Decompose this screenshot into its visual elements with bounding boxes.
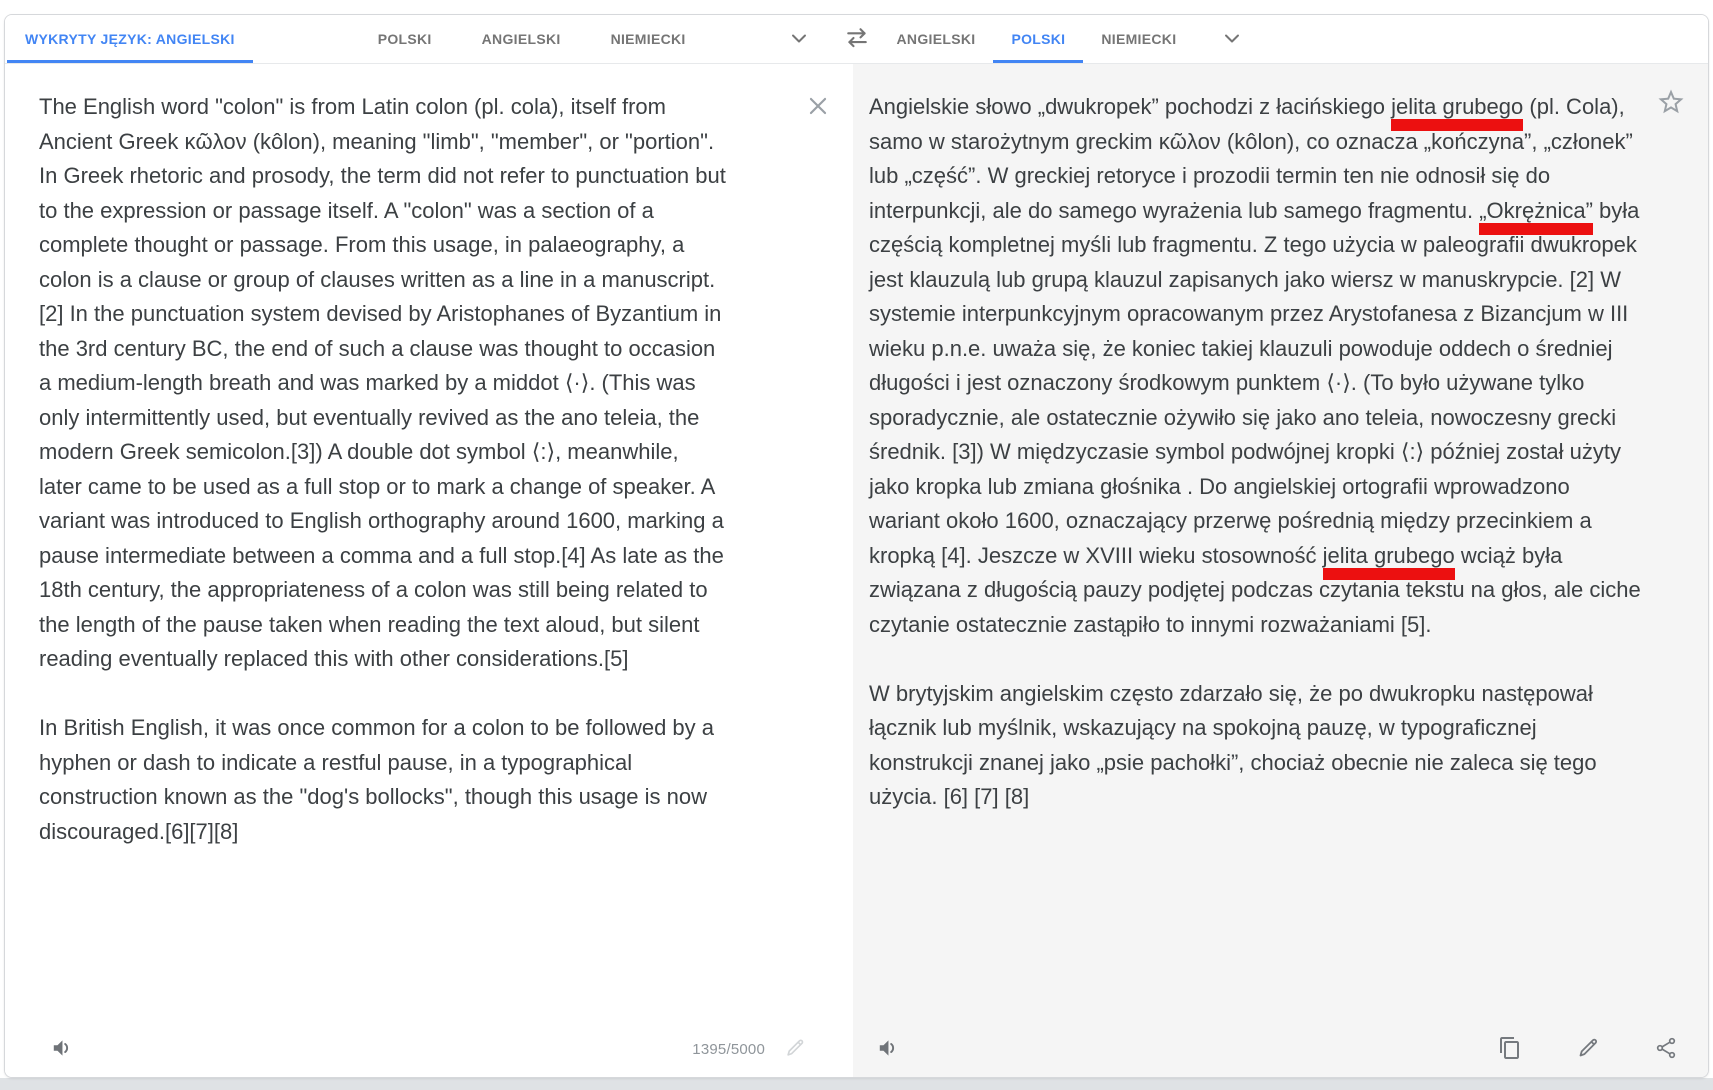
tab-source-niemiecki[interactable]: NIEMIECKI (610, 31, 686, 47)
swap-languages-icon (843, 24, 871, 55)
translate-card (4, 14, 1709, 1078)
chevron-down-icon (1220, 26, 1244, 53)
source-language-tabs (5, 15, 819, 63)
chevron-down-icon (787, 26, 811, 53)
clear-source-button[interactable] (805, 94, 831, 120)
edit-pencil-icon (1576, 1036, 1600, 1063)
translated-text (869, 90, 1642, 815)
listen-translation-button[interactable] (869, 1035, 909, 1064)
target-actions (1490, 1036, 1686, 1063)
translated-text-segment: wciąż była związana z długością pauzy podjętej podczas czytania tekstu na głos, ale ciche czytanie ostatecznie zastąpiło to innymi rozważaniami [5]. (869, 542, 1641, 637)
translated-text-segment: W brytyjskim angielskim często zdarzało się, że po dwukropku następował łącznik lub myślnik, wskazujący na spokojną pauzę, w typograficznej konstrukcji znanej jako „psie pachołki”, chociaż obecnie nie zaleca się tego użycia. [6] [7] [8] (869, 680, 1597, 809)
translated-text-segment: była częścią kompletnej myśli lub fragmentu. Z tego użycia w paleografii dwukropek jest klauzulą lub grupą klauzul zapisanych jako wiersz w manuskrypcie. [2] W systemie interpunkcyjnym opracowanym przez Arystofanesa z Bizancjum w III wieku p.n.e. uważa się, że koniec takiej klauzuli powoduje oddech o średniej długości i jest oznaczony środkowym punktem ⟨·⟩. (To było używane tylko sporadycznie, ale ostatecznie ożywiło się jako ano teleia, nowoczesny grecki średnik. [3]) W międzyczasie symbol podwójnej kropki ⟨:⟩ później został użyty jako kropka lub zmiana głośnika . Do angielskiej ortografii wprowadzono wariant około 1600, oznaczający przerwę pośrednią między przecinkiem a kropką [4]. Jeszcze w XVIII wieku stosowność (869, 197, 1640, 568)
swap-languages-button[interactable] (837, 15, 877, 63)
edit-pencil-icon (784, 1037, 806, 1062)
language-tabbar (5, 15, 1708, 64)
translated-paragraph (869, 90, 1642, 642)
source-paragraph: The English word "colon" is from Latin colon (pl. cola), itself from Ancient Greek κῶλον (kôlon), meaning "limb", "member", or "portion". In Greek rhetoric and prosody, the term did not refer to punctuation but to the expression or passage itself. A "colon" was a section of a complete thought or passage. From this usage, in palaeography, a colon is a clause or group of clauses written as a line in a manuscript.[2] In the punctuation system devised by Aristophanes of Byzantium in the 3rd century BC, the end of such a clause was thought to occasion a medium-length breath and was marked by a middot ⟨·⟩. (This was only intermittently used, but eventually revived as the ano teleia, the modern Greek semicolon.[3]) A double dot symbol ⟨:⟩, meanwhile, later came to be used as a full stop or to mark a change of speaker. A variant was introduced to English orthography around 1600, marking a pause intermediate between a comma and a full stop.[4] As late as the 18th century, the appropriateness of a colon was still being related to the length of the pause taken when reading the text aloud, but silent reading eventually replaced this with other considerations.[5] (39, 94, 726, 671)
tab-target-niemiecki[interactable]: NIEMIECKI (1101, 31, 1177, 47)
save-translation-button[interactable] (1656, 88, 1686, 118)
red-marker-annotation: jelita grubego (1391, 94, 1523, 131)
tab-target-angielski[interactable]: ANGIELSKI (896, 31, 976, 47)
target-footer (853, 1019, 1708, 1078)
source-text[interactable] (39, 90, 727, 849)
suggest-edit-button[interactable] (775, 1037, 815, 1062)
listen-source-button[interactable] (43, 1035, 83, 1064)
translated-text-segment: (pl. Cola), samo w starożytnym greckim κῶλον (kôlon), co oznacza „kończyna”, „członek” lub „część”. W greckiej retoryce i prozodii termin ten nie odnosił się do interpunkcji, ale do samego wyrażenia lub samego fragmentu. (869, 94, 1633, 223)
copy-icon (1498, 1036, 1522, 1063)
translated-paragraph (869, 677, 1642, 815)
edit-translation-button[interactable] (1568, 1036, 1608, 1063)
share-icon (1654, 1036, 1678, 1063)
star-icon (1656, 87, 1686, 120)
target-language-tabs (879, 15, 1253, 63)
source-language-dropdown-button[interactable] (779, 15, 819, 63)
tab-source-angielski[interactable]: ANGIELSKI (481, 31, 561, 47)
translated-text-segment: Angielskie słowo „dwukropek” pochodzi z łacińskiego (869, 94, 1392, 119)
target-language-dropdown-button[interactable] (1212, 15, 1252, 63)
target-panel (853, 64, 1708, 1078)
source-paragraph: In British English, it was once common for a colon to be followed by a hyphen or dash to indicate a restful pause, in a typographical construction known as the "dog's bollocks", though this usage is now discouraged.[6][7][8] (39, 715, 715, 844)
copy-translation-button[interactable] (1490, 1036, 1530, 1063)
source-panel (5, 64, 853, 1078)
character-counter: 1395/5000 (692, 1040, 765, 1058)
speaker-icon (50, 1035, 76, 1064)
speaker-icon (876, 1035, 902, 1064)
red-marker-annotation: jelita grubego (1323, 543, 1455, 580)
share-translation-button[interactable] (1646, 1036, 1686, 1063)
close-icon (805, 93, 831, 122)
tab-detected-language[interactable]: WYKRYTY JĘZYK: ANGIELSKI (7, 15, 253, 63)
tab-source-polski[interactable]: POLSKI (377, 31, 432, 47)
red-marker-annotation: „Okrężnica” (1479, 198, 1593, 235)
source-footer (5, 1019, 853, 1078)
tab-target-polski[interactable]: POLSKI (993, 15, 1083, 63)
translation-panels (5, 64, 1708, 1078)
